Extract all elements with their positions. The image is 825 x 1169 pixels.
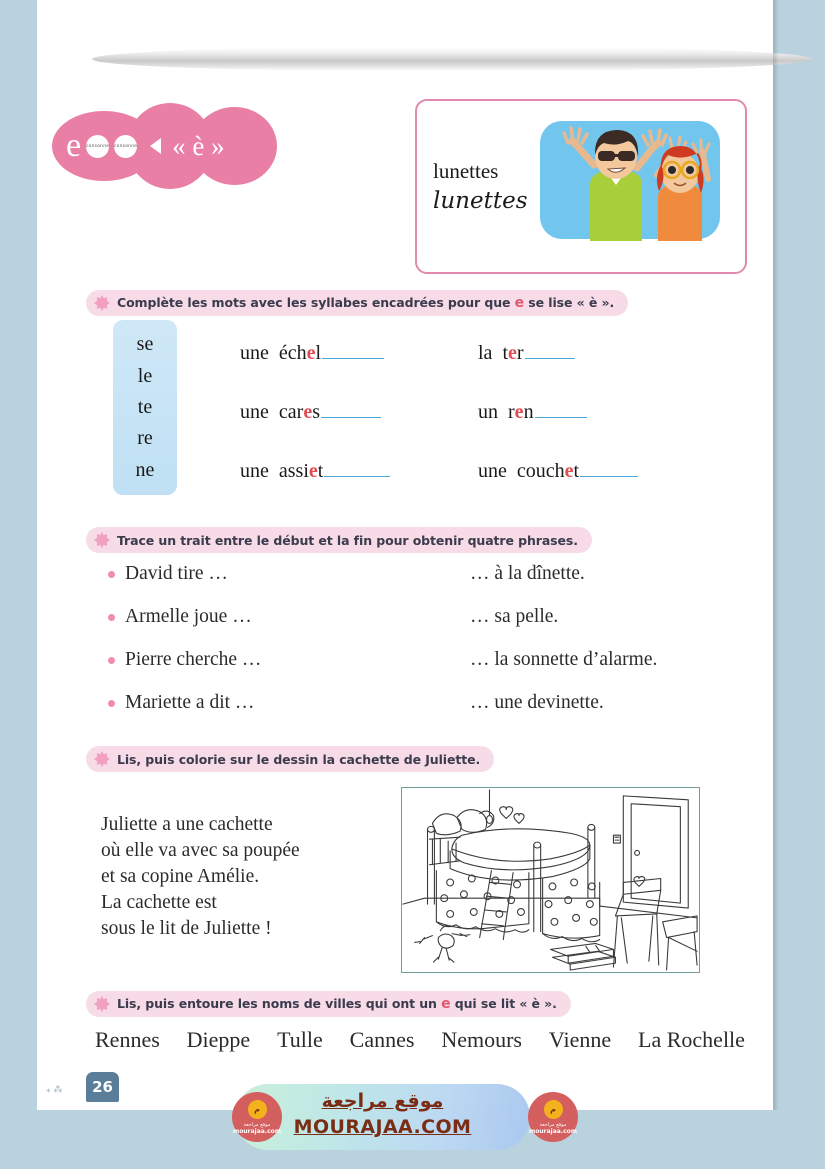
city-names-list <box>95 1027 745 1053</box>
instruction-text-ex1: Complète les mots avec les syllabes encadrées pour que e se lise « è ». <box>117 295 615 311</box>
logo-arabic-caption: موقع مراجعة <box>243 1121 271 1128</box>
vocabulary-words <box>433 159 528 214</box>
instruction-text-ex4: Lis, puis entoure les noms de villes qui ont un e qui se lit « è ». <box>117 996 557 1012</box>
word-stem-end: t <box>573 460 580 482</box>
word-article: la <box>478 342 493 364</box>
sentence-end-text: … à la dînette. <box>470 563 585 584</box>
answer-blank[interactable] <box>321 417 381 418</box>
sound-letter-e: e <box>66 127 82 164</box>
ex1-words-left-column <box>240 342 390 483</box>
sentence-end-text: … sa pelle. <box>470 606 559 627</box>
bullet-dot-icon <box>108 700 115 707</box>
logo-badge-letter: م <box>550 1104 556 1114</box>
vocabulary-picture-card <box>415 99 747 274</box>
bullet-dot-icon <box>108 571 115 578</box>
sentence-end-text: … la sonnette d’alarme. <box>470 649 658 670</box>
sentence-start-text: Mariette a dit … <box>125 692 255 713</box>
instruction-text-ex2: Trace un trait entre le début et la fin pour obtenir quatre phrases. <box>117 532 578 548</box>
word-article: une <box>240 460 269 482</box>
logo-badge-letter: م <box>254 1104 260 1114</box>
syllable-item[interactable]: re <box>137 427 153 450</box>
word-article: une <box>240 342 269 364</box>
watermark-arabic-text: موقع مراجعة <box>321 1090 444 1112</box>
answer-blank[interactable] <box>580 476 638 477</box>
story-line: Juliette a une cachette <box>101 814 273 835</box>
scan-artifact-marks: ⁎ ⁂ <box>46 1085 63 1095</box>
syllable-item[interactable]: te <box>137 395 153 418</box>
sentence-start-item[interactable] <box>108 649 261 671</box>
sound-header-blob <box>52 103 277 189</box>
left-triangle-icon <box>150 138 161 154</box>
logo-latin-caption: mourajaa.com <box>232 1127 282 1135</box>
consonne-dot-icon <box>114 135 137 158</box>
sound-target: « è » <box>172 130 225 161</box>
sentence-end-item[interactable] <box>470 606 657 628</box>
story-text <box>101 812 300 942</box>
ex2-sentence-starts <box>108 563 261 714</box>
answer-blank[interactable] <box>324 476 390 477</box>
consonne-dot-icon <box>86 135 109 158</box>
sentence-end-item[interactable] <box>470 649 657 671</box>
city-name-item[interactable]: Tulle <box>277 1027 323 1052</box>
story-line: sous le lit de Juliette ! <box>101 918 272 939</box>
red-letter-e: e <box>514 401 524 423</box>
answer-blank[interactable] <box>525 358 575 359</box>
story-line: et sa copine Amélie. <box>101 866 260 887</box>
word-print: lunettes <box>433 159 499 183</box>
syllable-item[interactable]: le <box>137 364 153 387</box>
city-name-item[interactable]: Nemours <box>441 1027 522 1052</box>
word-stem: assi <box>278 460 309 482</box>
sentence-start-text: David tire … <box>125 563 228 584</box>
word-cursive: lunettes <box>433 188 528 214</box>
logo-badge-icon <box>248 1100 267 1119</box>
city-name-item[interactable]: Vienne <box>548 1027 612 1052</box>
word-article: une <box>478 460 507 482</box>
bullet-dot-icon <box>108 657 115 664</box>
star-marker-icon <box>94 532 110 548</box>
word-stem: éch <box>278 342 307 364</box>
instruction-bar-ex3 <box>86 746 494 772</box>
children-with-glasses-illustration <box>532 113 737 258</box>
word-completion-item <box>478 460 638 483</box>
word-completion-item <box>478 401 638 424</box>
answer-blank[interactable] <box>535 417 587 418</box>
city-name-item[interactable]: Rennes <box>95 1027 160 1052</box>
bullet-dot-icon <box>108 614 115 621</box>
watermark-logo-left <box>232 1092 282 1142</box>
ex1-words-right-column <box>478 342 638 483</box>
sound-header-content <box>52 103 277 189</box>
word-completion-item <box>478 342 638 365</box>
watermark-logo-right <box>528 1092 578 1142</box>
instruction-text-ex3: Lis, puis colorie sur le dessin la cachette de Juliette. <box>117 751 481 767</box>
answer-blank[interactable] <box>322 358 384 359</box>
star-marker-icon <box>94 295 110 311</box>
word-stem: r <box>508 401 515 423</box>
sentence-start-item[interactable] <box>108 692 261 714</box>
instruction-bar-ex2 <box>86 527 592 553</box>
sentence-end-item[interactable] <box>470 692 657 714</box>
syllable-item[interactable]: se <box>136 333 154 356</box>
sentence-start-text: Pierre cherche … <box>125 649 262 670</box>
red-letter-e: e <box>564 460 574 482</box>
syllable-item[interactable]: ne <box>135 458 155 481</box>
word-completion-item <box>240 342 390 365</box>
highlight-letter: e <box>514 295 525 311</box>
consonne-label: consonne <box>113 143 138 149</box>
word-completion-item <box>240 401 390 424</box>
word-stem-end: n <box>523 401 534 423</box>
story-line: où elle va avec sa poupée <box>101 840 300 861</box>
red-letter-e: e <box>303 401 313 423</box>
red-letter-e: e <box>508 342 517 364</box>
logo-badge-icon <box>544 1100 563 1119</box>
word-article: un <box>478 401 498 423</box>
word-article: une <box>240 401 269 423</box>
bedroom-coloring-drawing[interactable] <box>401 787 700 973</box>
red-letter-e: e <box>308 460 318 482</box>
instruction-bar-ex1 <box>86 290 628 316</box>
ex2-sentence-ends <box>470 563 657 714</box>
word-stem-end: t <box>317 460 324 482</box>
word-stem: couch <box>516 460 565 482</box>
city-name-item[interactable]: Dieppe <box>186 1027 251 1052</box>
word-stem-end: l <box>315 342 322 364</box>
logo-latin-caption: mourajaa.com <box>528 1127 578 1135</box>
sentence-start-item[interactable] <box>108 563 261 585</box>
word-stem: t <box>502 342 508 364</box>
sentence-end-item[interactable] <box>470 563 657 585</box>
word-completion-item <box>240 460 390 483</box>
sentence-start-text: Armelle joue … <box>125 606 252 627</box>
word-stem-end: r <box>516 342 524 364</box>
page-edge-shadow <box>773 0 779 1110</box>
consonne-label: consonne <box>85 143 110 149</box>
city-name-item[interactable]: Cannes <box>349 1027 415 1052</box>
logo-arabic-caption: موقع مراجعة <box>539 1121 567 1128</box>
star-marker-icon <box>94 751 110 767</box>
watermark-latin-text: MOURAJAA.COM <box>293 1116 472 1138</box>
watermark-banner-bottom <box>0 1082 825 1154</box>
word-stem: car <box>278 401 304 423</box>
story-line: La cachette est <box>101 892 217 913</box>
sentence-end-text: … une devinette. <box>470 692 604 713</box>
city-name-item[interactable]: La Rochelle <box>638 1027 745 1052</box>
sentence-start-item[interactable] <box>108 606 261 628</box>
red-letter-e: e <box>306 342 316 364</box>
instruction-bar-ex4 <box>86 991 571 1017</box>
syllable-box <box>113 320 177 495</box>
page-number-text: 26 <box>92 1078 113 1096</box>
scan-page-curl <box>92 47 812 71</box>
highlight-letter: e <box>441 996 451 1012</box>
star-marker-icon <box>94 996 110 1012</box>
word-stem-end: s <box>312 401 320 423</box>
